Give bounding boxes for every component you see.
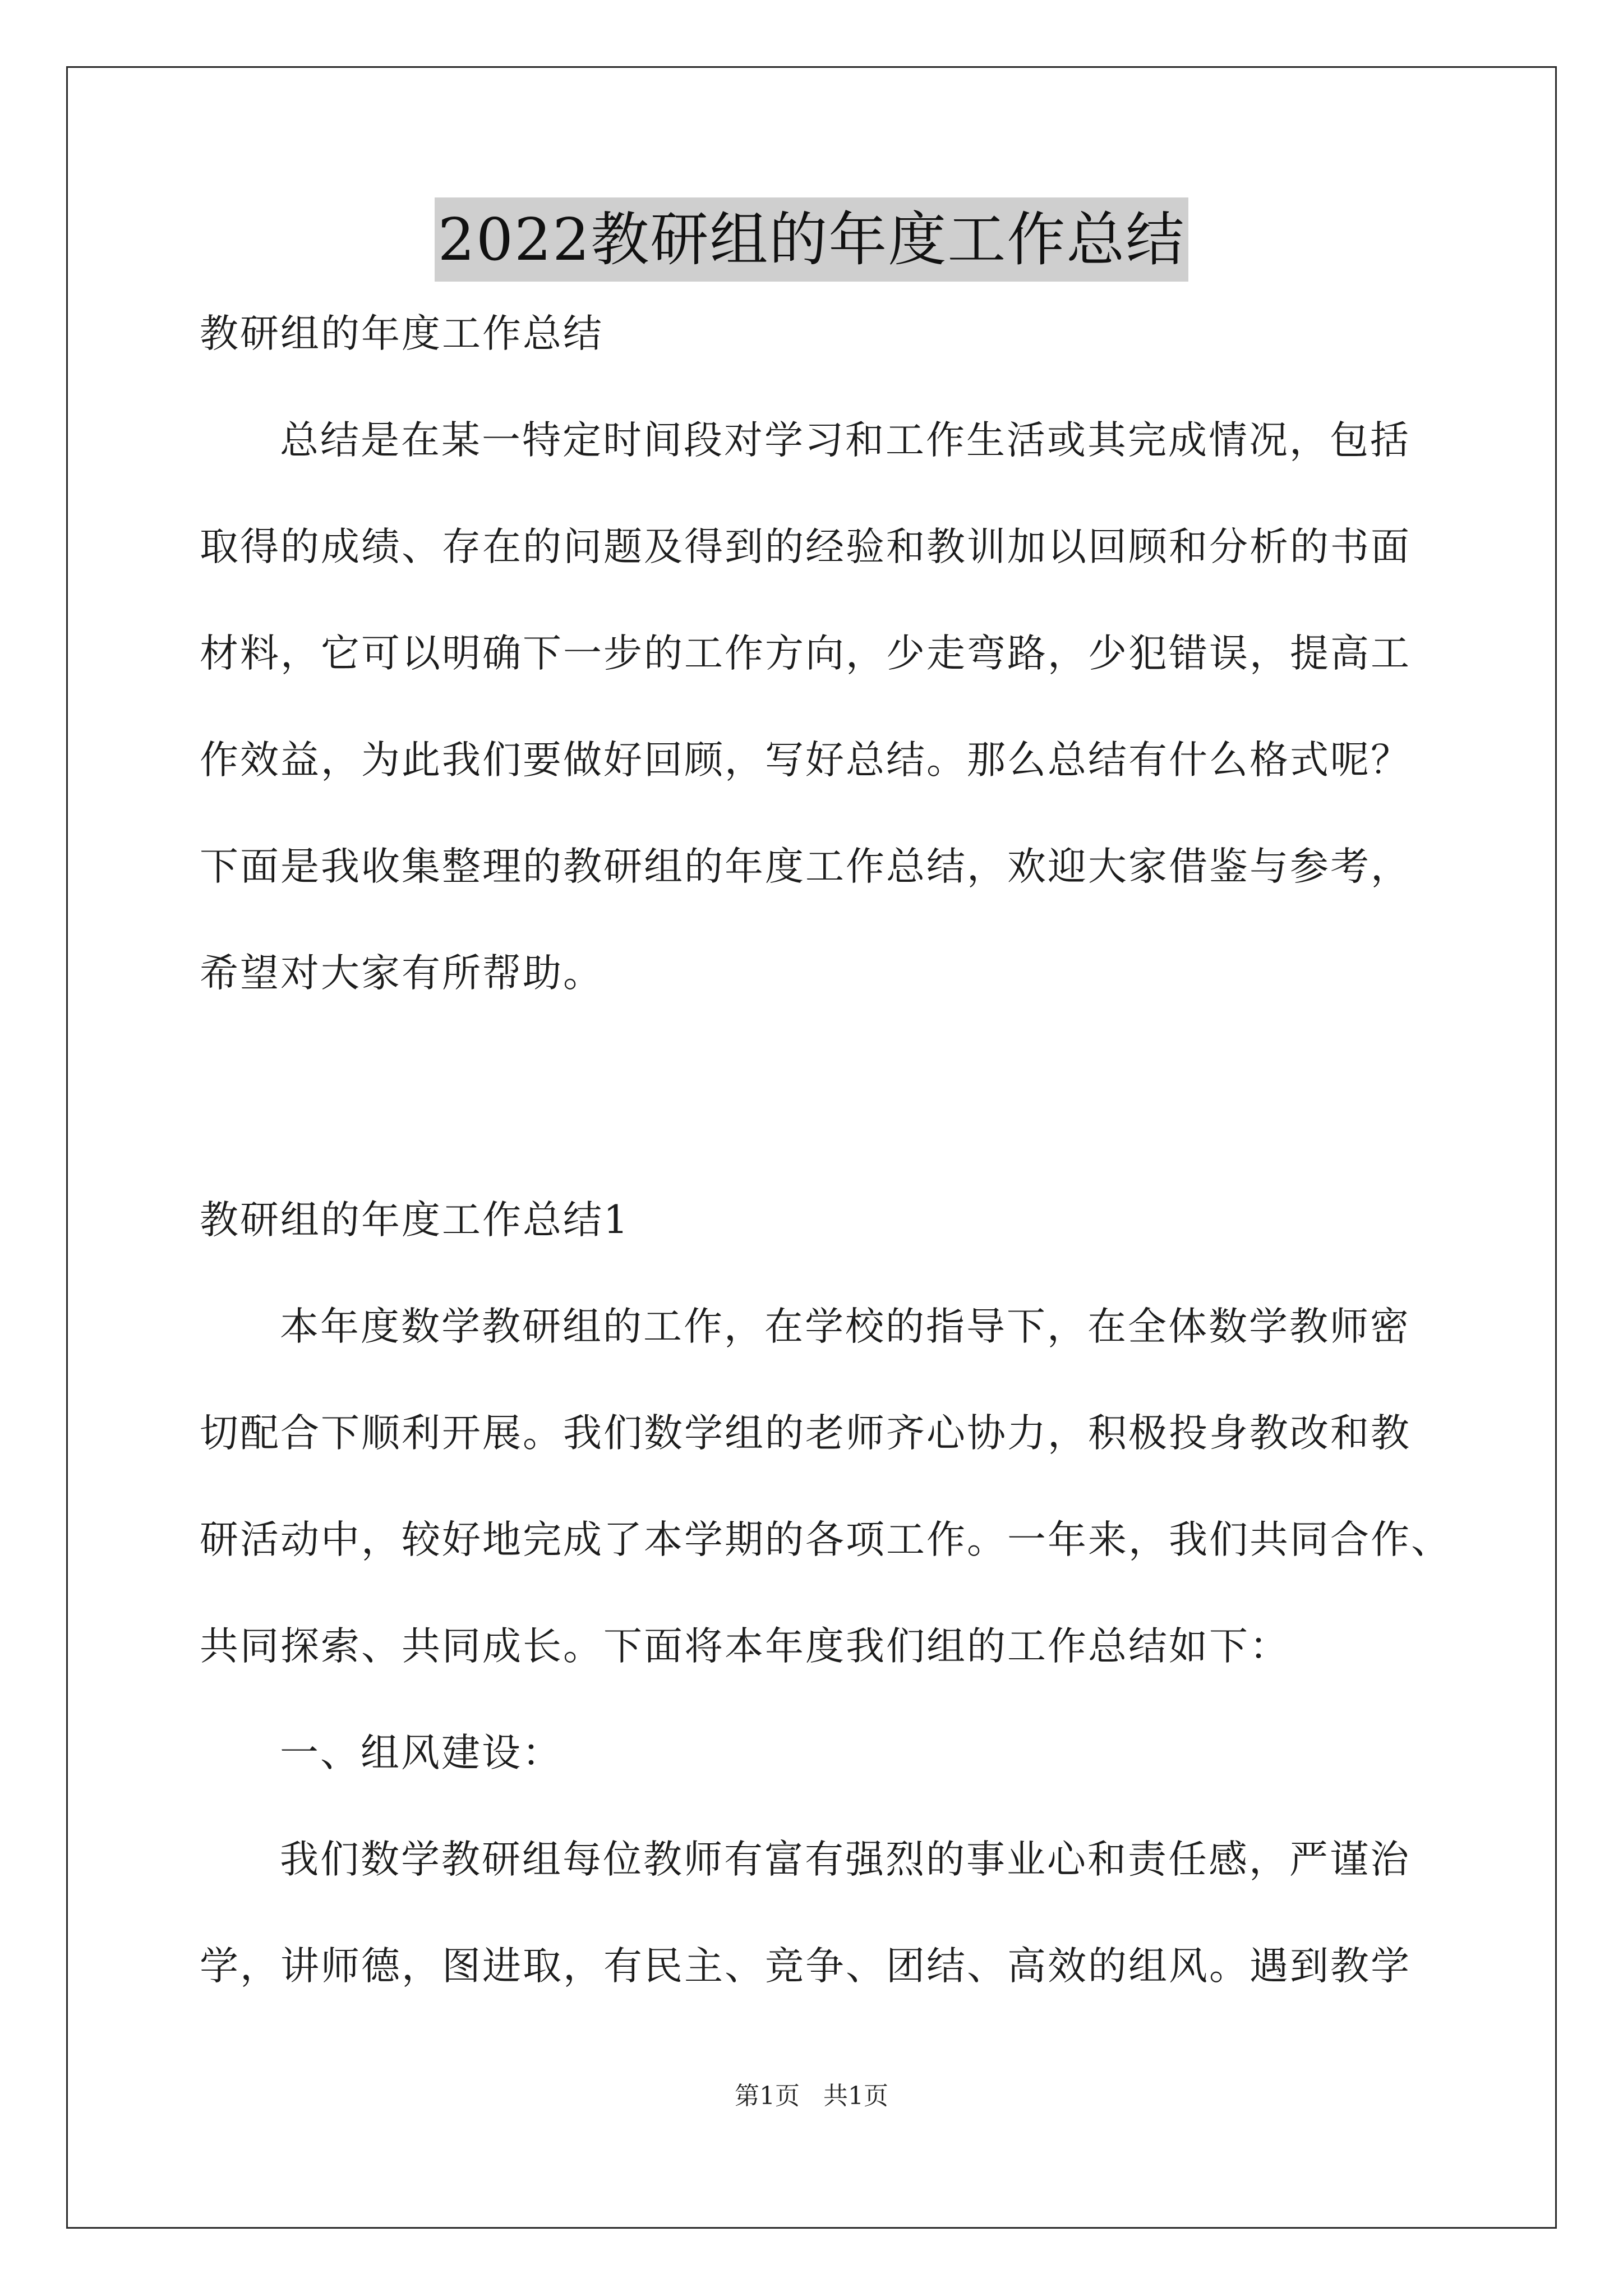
paragraph-line: 学，讲师德，图进取，有民主、竞争、团结、高效的组风。遇到教学 (200, 1944, 1411, 1989)
paragraph-line: 本年度数学教研组的工作，在学校的指导下，在全体数学教师密 (280, 1304, 1410, 1349)
paragraph-line: 作效益，为此我们要做好回顾，写好总结。那么总结有什么格式呢？ (200, 738, 1411, 783)
paragraph-line: 材料，它可以明确下一步的工作方向，少走弯路，少犯错误，提高工 (200, 631, 1411, 676)
paragraph-line: 取得的成绩、存在的问题及得到的经验和教训加以回顾和分析的书面 (200, 524, 1411, 569)
subtitle-line: 教研组的年度工作总结 (200, 311, 603, 356)
paragraph-line: 切配合下顺利开展。我们数学组的老师齐心协力，积极投身教改和教 (200, 1411, 1411, 1456)
page-border (66, 66, 1557, 2229)
title-container (0, 197, 1623, 282)
paragraph-line: 研活动中，较好地完成了本学期的各项工作。一年来，我们共同合作、 (200, 1517, 1451, 1562)
paragraph-line: 下面是我收集整理的教研组的年度工作总结，欢迎大家借鉴与参考， (200, 844, 1411, 889)
paragraph-line: 总结是在某一特定时间段对学习和工作生活或其完成情况，包括 (280, 418, 1410, 463)
document-title: 2022教研组的年度工作总结 (435, 197, 1189, 282)
paragraph-line: 希望对大家有所帮助。 (200, 951, 603, 996)
page-footer: 第1页 共1页 (735, 2082, 888, 2110)
paragraph-line: 共同探索、共同成长。下面将本年度我们组的工作总结如下： (200, 1624, 1290, 1669)
paragraph-line: 我们数学教研组每位教师有富有强烈的事业心和责任感，严谨治 (280, 1837, 1410, 1882)
subsection-heading: 一、组风建设： (280, 1731, 562, 1775)
section-heading: 教研组的年度工作总结1 (200, 1198, 630, 1243)
